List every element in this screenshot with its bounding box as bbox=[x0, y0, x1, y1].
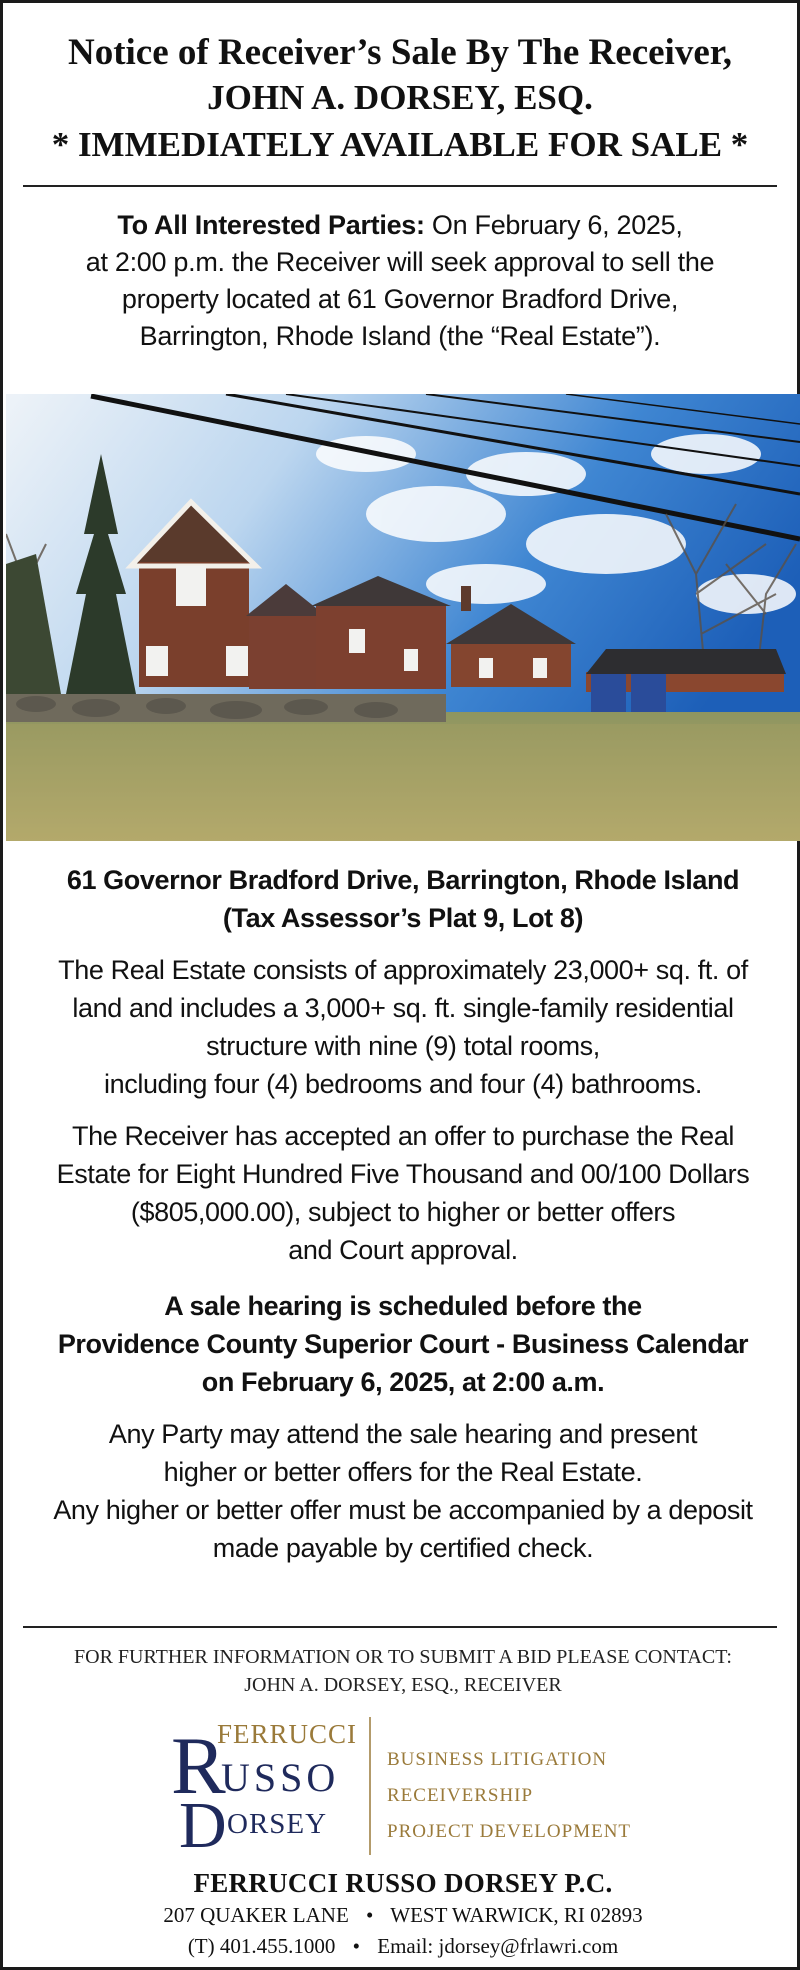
tax-assessor-plat: (Tax Assessor’s Plat 9, Lot 8) bbox=[222, 903, 584, 933]
notice-title: Notice of Receiver’s Sale By The Receiver, bbox=[67, 32, 733, 73]
logo-word-ferrucci: FERRUCCI bbox=[217, 1719, 358, 1749]
attend-line: Any higher or better offer must be accompanied by a deposit bbox=[53, 1495, 753, 1525]
intro-text-3: property located at 61 Governor Bradford Drive, bbox=[121, 284, 679, 314]
firm-email-link[interactable]: Email: jdorsey@frlawri.com bbox=[377, 1934, 619, 1958]
service-business-litigation: BUSINESS LITIGATION bbox=[387, 1749, 608, 1770]
offer-line: and Court approval. bbox=[288, 1235, 518, 1265]
firm-footer bbox=[6, 1866, 800, 1962]
offer-line: Estate for Eight Hundred Five Thousand and 00/100 Dollars bbox=[56, 1159, 750, 1189]
intro-text-1: On February 6, 2025, bbox=[424, 210, 683, 240]
service-receivership: RECEIVERSHIP bbox=[387, 1785, 534, 1806]
firm-address bbox=[6, 1900, 800, 1931]
intro-text-2: at 2:00 p.m. the Receiver will seek approval to sell the bbox=[85, 247, 715, 277]
logo-word-orsey: ORSEY bbox=[227, 1808, 328, 1840]
offer-paragraph bbox=[6, 1117, 800, 1269]
hearing-line: A sale hearing is scheduled before the bbox=[164, 1291, 642, 1321]
service-project-development: PROJECT DEVELOPMENT bbox=[387, 1821, 632, 1842]
notice-header bbox=[3, 3, 797, 169]
intro-lead: To All Interested Parties: bbox=[117, 210, 425, 240]
property-details bbox=[6, 861, 800, 1567]
firm-phone: (T) 401.455.1000 bbox=[187, 1934, 336, 1958]
footer-divider bbox=[23, 1626, 777, 1628]
firm-logo bbox=[171, 1711, 651, 1861]
property-desc-line: The Real Estate consists of approximately 23,000+ sq. ft. of bbox=[58, 955, 748, 985]
offer-line: ($805,000.00), subject to higher or better offers bbox=[130, 1197, 676, 1227]
separator-dot: • bbox=[352, 1934, 360, 1958]
property-desc-line: including four (4) bedrooms and four (4) bathrooms. bbox=[104, 1069, 702, 1099]
property-photo bbox=[6, 394, 800, 841]
property-desc-line: structure with nine (9) total rooms, bbox=[206, 1031, 600, 1061]
intro-paragraph bbox=[3, 187, 797, 355]
receiver-name: JOHN A. DORSEY, ESQ. bbox=[207, 78, 593, 117]
attendance-paragraph bbox=[6, 1415, 800, 1567]
hearing-line: Providence County Superior Court - Business Calendar bbox=[57, 1329, 749, 1359]
attend-line: higher or better offers for the Real Estate. bbox=[163, 1457, 643, 1487]
hearing-line: on February 6, 2025, at 2:00 a.m. bbox=[201, 1367, 605, 1397]
intro-text-4: Barrington, Rhode Island (the “Real Estate”). bbox=[139, 321, 661, 351]
sale-hearing-notice bbox=[6, 1287, 800, 1401]
property-address: 61 Governor Bradford Drive, Barrington, Rhode Island bbox=[66, 865, 740, 895]
logo-word-usso: USSO bbox=[221, 1755, 340, 1800]
contact-block bbox=[6, 1643, 800, 1699]
firm-city: WEST WARWICK, RI 02893 bbox=[390, 1903, 643, 1927]
attend-line: made payable by certified check. bbox=[212, 1533, 594, 1563]
attend-line: Any Party may attend the sale hearing and present bbox=[108, 1419, 698, 1449]
contact-instructions: FOR FURTHER INFORMATION OR TO SUBMIT A BID PLEASE CONTACT: bbox=[74, 1646, 732, 1668]
firm-street: 207 QUAKER LANE bbox=[163, 1903, 349, 1927]
offer-line: The Receiver has accepted an offer to purchase the Real bbox=[72, 1121, 734, 1151]
logo-initial-d: D bbox=[179, 1789, 227, 1861]
property-description bbox=[6, 951, 800, 1103]
availability-banner: * IMMEDIATELY AVAILABLE FOR SALE * bbox=[51, 125, 749, 164]
firm-name: FERRUCCI RUSSO DORSEY P.C. bbox=[193, 1868, 613, 1898]
firm-contact bbox=[6, 1931, 800, 1962]
logo-initial-r: R bbox=[171, 1720, 226, 1811]
contact-receiver: JOHN A. DORSEY, ESQ., RECEIVER bbox=[244, 1674, 562, 1696]
separator-dot: • bbox=[366, 1903, 374, 1927]
property-desc-line: land and includes a 3,000+ sq. ft. single-family residential bbox=[72, 993, 734, 1023]
property-address-block bbox=[6, 861, 800, 937]
